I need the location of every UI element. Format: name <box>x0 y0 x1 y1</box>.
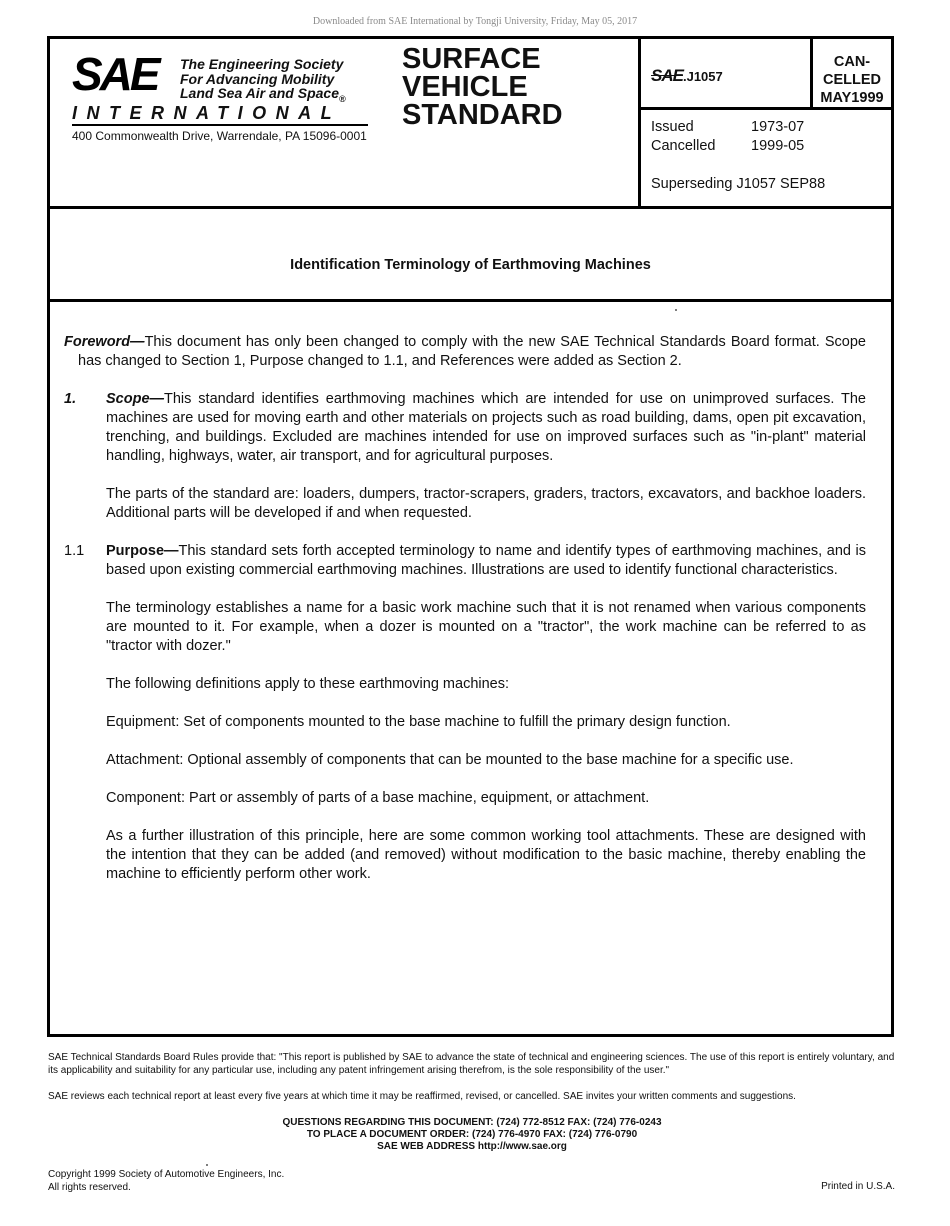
scan-speck-2 <box>206 1164 208 1166</box>
section-1 <box>64 390 866 542</box>
standard-type-line-2: VEHICLE <box>402 71 528 103</box>
header-divider <box>47 206 894 209</box>
section-1-paragraph-2: The parts of the standard are: loaders, dumpers, tractor-scrapers, graders, tractors, excavators, and backhoe loaders. Additional parts will be developed if and when requested. <box>106 486 866 521</box>
title-divider <box>47 299 894 302</box>
definition-attachment: Attachment: Optional assembly of components that can be mounted to the base machine for a specific use. <box>106 752 794 768</box>
superseding-note: Superseding J1057 SEP88 <box>651 176 826 192</box>
sae-logo-block <box>72 50 372 140</box>
footer-notes <box>48 1051 896 1103</box>
document-title: Identification Terminology of Earthmoving Machines <box>290 257 651 273</box>
scan-speck <box>675 309 677 311</box>
section-1-number: 1. <box>64 391 77 407</box>
doc-number-value: J1057 <box>686 69 723 84</box>
registered-mark: ® <box>338 93 346 104</box>
cancelled-label: Cancelled <box>651 138 716 154</box>
section-1-1-text: This standard sets forth accepted terminology to name and identify types of earthmoving machines, and is based upon existing commercial earthmoving machines. Illustrations are used to identify functional characteristics. <box>106 543 866 578</box>
international-wordmark: INTERNATIONAL <box>72 103 342 123</box>
header-column-divider <box>638 36 641 208</box>
sae-address: 400 Commonwealth Drive, Warrendale, PA 15096-0001 <box>72 129 367 143</box>
review-note: SAE reviews each technical report at least every five years at which time it may be reaffirmed, revised, or cancelled. SAE invites your written comments and suggestions. <box>48 1091 796 1102</box>
issued-value: 1973-07 <box>751 119 805 135</box>
section-1-1-paragraph-4: As a further illustration of this principle, here are some common working tool attachments. These are designed with the intention that they can be added (and removed) without modification to the basic machine, thereby enabling the machine to efficiently perform other work. <box>106 828 866 882</box>
issued-label: Issued <box>651 119 694 135</box>
section-1-1 <box>64 542 866 903</box>
standard-type-line-1: SURFACE <box>402 43 541 75</box>
foreword <box>64 333 866 371</box>
cancel-line-2: CELLED <box>823 72 881 88</box>
sae-mini-logo: SAE <box>651 66 683 85</box>
cancel-date: MAY1999 <box>820 90 884 106</box>
cancel-line-1: CAN- <box>833 54 871 70</box>
standard-type <box>402 45 563 129</box>
download-note: Downloaded from SAE International by Tongji University, Friday, May 05, 2017 <box>312 16 638 27</box>
section-1-1-lead: Purpose— <box>106 543 179 559</box>
document-number: SAE.J1057 <box>651 66 723 85</box>
questions-line: QUESTIONS REGARDING THIS DOCUMENT: (724) 772-8512 FAX: (724) 776-0243 <box>282 1117 662 1128</box>
section-1-1-paragraph-2: The terminology establishes a name for a basic work machine such that it is not renamed when various components are mounted to it. For example, when a dozer is mounted on a "tractor", the work machine can be referred to as "tractor with dozer." <box>106 600 866 654</box>
foreword-lead: Foreword— <box>64 334 145 350</box>
foreword-text: This document has only been changed to comply with the new SAE Technical Standards Board format. Scope has changed to Section 1, Purpose changed to 1.1, and References were added as Section 2. <box>78 334 866 369</box>
section-1-lead: Scope— <box>106 391 165 407</box>
order-line: TO PLACE A DOCUMENT ORDER: (724) 776-4970 FAX: (724) 776-0790 <box>306 1129 638 1140</box>
section-1-1-number: 1.1 <box>64 543 85 559</box>
document-dates <box>651 118 804 156</box>
logo-rule <box>72 124 368 126</box>
tsb-rules: SAE Technical Standards Board Rules provide that: "This report is published by SAE to advance the state of technical and engineering sciences. The use of this report is entirely voluntary, and its applicability and suitability for any particular use, including any patent infringement arising therefrom, is the sole responsibility of the user." <box>48 1052 895 1076</box>
tagline-line-2: For Advancing Mobility <box>180 70 335 87</box>
section-1-1-paragraph-3: The following definitions apply to these earthmoving machines: <box>106 676 510 692</box>
rights-line: All rights reserved. <box>48 1182 131 1193</box>
standard-type-line-3: STANDARD <box>402 99 563 131</box>
web-address: SAE WEB ADDRESS http://www.sae.org <box>377 1141 567 1152</box>
tagline-line-3: Land Sea Air and Space <box>180 85 339 101</box>
section-1-text: This standard identifies earthmoving machines which are intended for use on unimproved surfaces. The machines are used for moving earth and other materials on projects such as road building, dams, open pit excavation, trenching, and buildings. Excluded are machines intended for use on improved surfaces such as "in-plant" material handling, highways, water, air transport, and for agricultural purposes. <box>106 391 866 464</box>
copyright-line: Copyright 1999 Society of Automotive Engineers, Inc. <box>48 1169 285 1180</box>
printed-in: Printed in U.S.A. <box>821 1181 895 1192</box>
cancelled-stamp <box>813 39 891 107</box>
sae-logo: SAE <box>72 48 158 100</box>
tagline-line-1: The Engineering Society <box>180 56 344 72</box>
copyright <box>48 1168 284 1194</box>
definition-equipment: Equipment: Set of components mounted to the base machine to fulfill the primary design function. <box>106 714 731 730</box>
society-tagline <box>180 57 346 106</box>
contact-block <box>48 1117 896 1153</box>
document-body <box>64 333 866 903</box>
definition-component: Component: Part or assembly of parts of a base machine, equipment, or attachment. <box>106 790 650 806</box>
cancelled-value: 1999-05 <box>751 138 805 154</box>
